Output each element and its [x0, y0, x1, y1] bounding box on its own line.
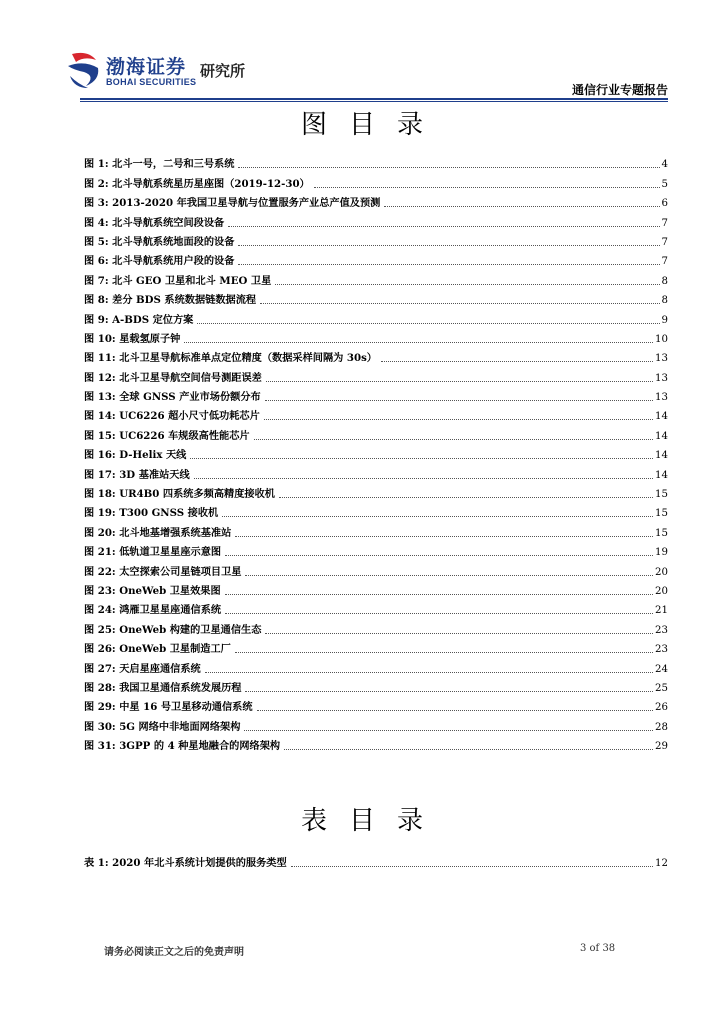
figures-list-title: 图目录 [300, 110, 445, 140]
figure-entry-page: 15 [655, 489, 668, 501]
figure-entry[interactable] [84, 191, 668, 210]
figure-entry-page: 24 [655, 663, 668, 675]
figure-entry-label: 图 29: 中星 16 号卫星移动通信系统 [84, 701, 253, 714]
figure-entry-label: 图 31: 3GPP 的 4 种星地融合的网络架构 [84, 740, 281, 753]
dot-leader [238, 166, 659, 168]
figure-entry[interactable] [84, 249, 668, 268]
table-entry-page: 12 [655, 858, 668, 870]
figure-entry-page: 7 [661, 236, 668, 248]
figure-entry[interactable] [84, 559, 668, 578]
dot-leader [275, 283, 659, 285]
figure-entry-page: 14 [655, 450, 668, 462]
figure-entry[interactable] [84, 152, 668, 171]
figure-entry[interactable] [84, 210, 668, 229]
page-number: 3 of 38 [580, 943, 616, 954]
figure-entry-label: 图 26: OneWeb 卫星制造工厂 [84, 643, 231, 656]
figure-entry-page: 9 [661, 314, 668, 326]
figure-entry[interactable] [84, 423, 668, 442]
figure-entry-page: 14 [655, 411, 668, 423]
figure-entry-page: 15 [655, 527, 668, 539]
figure-entry[interactable] [84, 327, 668, 346]
figure-entry-label: 图 8: 差分 BDS 系统数据链数据流程 [84, 294, 257, 307]
dot-leader [260, 302, 659, 304]
dot-leader [314, 186, 660, 188]
figure-entry-page: 14 [655, 469, 668, 481]
bohai-logo-icon [66, 50, 102, 90]
figure-entry-label: 图 1: 北斗一号，二号和三号系统 [84, 158, 235, 171]
figure-entry-page: 28 [655, 721, 668, 733]
figure-entry-label: 图 13: 全球 GNSS 产业市场份额分布 [84, 391, 261, 404]
figure-entry[interactable] [84, 520, 668, 539]
figure-entry-page: 13 [655, 392, 668, 404]
figure-entry-label: 图 9: A-BDS 定位方案 [84, 313, 194, 326]
tables-list-title: 表目录 [300, 806, 445, 836]
figure-entry-label: 图 18: UR4B0 四系统多频高精度接收机 [84, 488, 275, 501]
dot-leader [244, 729, 653, 731]
figure-entry-label: 图 24: 鸿雁卫星星座通信系统 [84, 604, 222, 617]
figure-entry-page: 7 [661, 256, 668, 268]
figure-entry-page: 26 [655, 702, 668, 714]
figure-entry-page: 8 [661, 275, 668, 287]
dot-leader [384, 205, 659, 207]
figure-entry[interactable] [84, 598, 668, 617]
figure-entry-page: 5 [661, 178, 668, 190]
dot-leader [235, 535, 653, 537]
figure-entry-page: 29 [655, 741, 668, 753]
figure-entry-page: 13 [655, 372, 668, 384]
figure-entry-label: 图 22: 太空探索公司星链项目卫星 [84, 565, 242, 578]
report-type-label: 通信行业专题报告 [571, 83, 668, 97]
figure-entry-label: 图 15: UC6226 车规级高性能芯片 [84, 429, 250, 442]
logo-chinese-name: 渤海证券 [106, 56, 187, 78]
figure-entry-page: 23 [655, 624, 668, 636]
figure-entry-label: 图 3: 2013-2020 年我国卫星导航与位置服务产业总产值及预测 [84, 197, 381, 210]
dot-leader [264, 418, 653, 420]
figure-entry-label: 图 25: OneWeb 构建的卫星通信生态 [84, 623, 262, 636]
figure-entry-label: 图 16: D-Helix 天线 [84, 449, 187, 462]
figure-entry-page: 6 [661, 198, 668, 210]
dot-leader [381, 360, 653, 362]
figure-entry-page: 19 [655, 547, 668, 559]
figure-entry-label: 图 21: 低轨道卫星星座示意图 [84, 546, 222, 559]
header-divider [80, 98, 668, 100]
dot-leader [291, 865, 653, 867]
figure-entry-label: 图 6: 北斗导航系统用户段的设备 [84, 255, 235, 268]
dot-leader [238, 263, 659, 265]
figure-entry[interactable] [84, 346, 668, 365]
dot-leader [266, 380, 653, 382]
dot-leader [225, 593, 653, 595]
figure-entry-label: 图 12: 北斗卫星导航空间信号测距误差 [84, 371, 262, 384]
figure-entry[interactable] [84, 268, 668, 287]
figure-entry[interactable] [84, 443, 668, 462]
figure-entry-label: 图 4: 北斗导航系统空间段设备 [84, 216, 225, 229]
figure-entry-page: 23 [655, 644, 668, 656]
dot-leader [284, 748, 653, 750]
figure-entry-page: 8 [661, 295, 668, 307]
figure-entry[interactable] [84, 637, 668, 656]
tables-list [84, 851, 668, 870]
page-header [0, 0, 724, 100]
dot-leader [225, 554, 653, 556]
dot-leader [194, 477, 653, 479]
dot-leader [257, 709, 653, 711]
figure-entry[interactable] [84, 676, 668, 695]
dot-leader [222, 515, 653, 517]
figure-entry[interactable] [84, 365, 668, 384]
institute-label: 研究所 [200, 62, 246, 80]
figure-entry-page: 10 [655, 333, 668, 345]
figure-entry-page: 7 [661, 217, 668, 229]
figure-entry-page: 21 [655, 605, 668, 617]
figure-entry[interactable] [84, 714, 668, 733]
figure-entry[interactable] [84, 404, 668, 423]
dot-leader [265, 399, 653, 401]
figure-entry-page: 15 [655, 508, 668, 520]
figure-entry-label: 图 7: 北斗 GEO 卫星和北斗 MEO 卫星 [84, 274, 272, 287]
figure-entry-label: 图 5: 北斗导航系统地面段的设备 [84, 235, 235, 248]
dot-leader [279, 496, 653, 498]
figure-entry-page: 13 [655, 353, 668, 365]
figure-entry-label: 图 27: 天启星座通信系统 [84, 662, 201, 675]
dot-leader [225, 612, 653, 614]
table-entry-label: 表 1: 2020 年北斗系统计划提供的服务类型 [84, 857, 287, 870]
logo-english-name: BOHAI SECURITIES [106, 77, 197, 87]
figure-entry-label: 图 28: 我国卫星通信系统发展历程 [84, 681, 242, 694]
figure-entry-label: 图 2: 北斗导航系统星历星座图（2019-12-30） [84, 177, 310, 190]
table-entry[interactable] [84, 851, 668, 870]
dot-leader [190, 457, 653, 459]
dot-leader [254, 438, 653, 440]
figure-entry-label: 图 30: 5G 网络中非地面网络架构 [84, 720, 241, 733]
dot-leader [205, 671, 653, 673]
figure-entry[interactable] [84, 656, 668, 675]
figure-entry[interactable] [84, 579, 668, 598]
dot-leader [245, 690, 653, 692]
company-logo [66, 50, 266, 94]
figure-entry[interactable] [84, 288, 668, 307]
figure-entry[interactable] [84, 482, 668, 501]
figure-entry[interactable] [84, 171, 668, 190]
dot-leader [245, 574, 653, 576]
figure-entry-page: 14 [655, 430, 668, 442]
dot-leader [265, 632, 653, 634]
figure-entry[interactable] [84, 501, 668, 520]
figure-entry-label: 图 23: OneWeb 卫星效果图 [84, 584, 221, 597]
figure-entry[interactable] [84, 540, 668, 559]
dot-leader [228, 225, 659, 227]
figure-entry[interactable] [84, 695, 668, 714]
figure-entry-label: 图 17: 3D 基准站天线 [84, 468, 190, 481]
figure-entry-page: 4 [661, 159, 668, 171]
figure-entry-page: 20 [655, 566, 668, 578]
figure-entry[interactable] [84, 307, 668, 326]
dot-leader [235, 651, 653, 653]
figure-entry-page: 25 [655, 682, 668, 694]
figure-entry-label: 图 19: T300 GNSS 接收机 [84, 507, 219, 520]
figure-entry[interactable] [84, 385, 668, 404]
dot-leader [184, 341, 653, 343]
figure-entry-label: 图 10: 星载氢原子钟 [84, 332, 181, 345]
figure-entry[interactable] [84, 462, 668, 481]
dot-leader [238, 244, 659, 246]
figure-entry-label: 图 11: 北斗卫星导航标准单点定位精度（数据采样间隔为 30s） [84, 352, 377, 365]
header-divider-thin [80, 101, 668, 102]
figure-entry-page: 20 [655, 585, 668, 597]
figure-entry-label: 图 20: 北斗地基增强系统基准站 [84, 526, 232, 539]
figure-entry[interactable] [84, 230, 668, 249]
figure-entry[interactable] [84, 734, 668, 753]
disclaimer-notice: 请务必阅读正文之后的免责声明 [104, 947, 244, 958]
figure-entry-label: 图 14: UC6226 超小尺寸低功耗芯片 [84, 410, 260, 423]
dot-leader [197, 322, 659, 324]
figure-entry[interactable] [84, 617, 668, 636]
figures-list [84, 152, 668, 753]
